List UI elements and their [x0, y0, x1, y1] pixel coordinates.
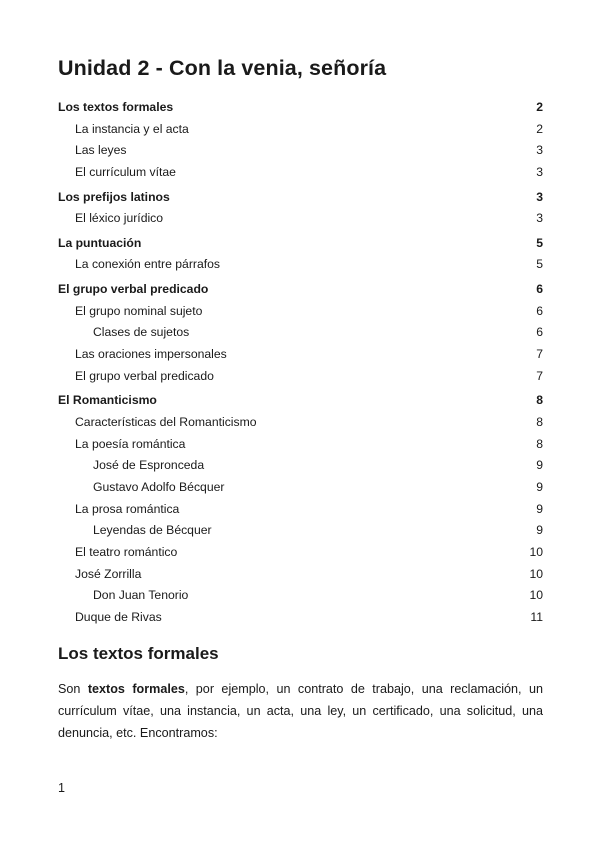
- toc-entry-label: La puntuación: [58, 235, 142, 250]
- toc-entry[interactable]: [58, 366, 543, 388]
- toc-entry[interactable]: [58, 119, 543, 141]
- paragraph-bold-term: textos formales: [87, 682, 185, 696]
- toc-entry[interactable]: [58, 187, 543, 209]
- toc-entry-label: Características del Romanticismo: [75, 414, 257, 429]
- toc-entry-label: El grupo verbal predicado: [75, 368, 214, 383]
- toc-entry-page: 10: [529, 566, 543, 581]
- toc-entry-label: El grupo verbal predicado: [58, 281, 209, 296]
- toc-entry[interactable]: [58, 585, 543, 607]
- toc-entry[interactable]: [58, 97, 543, 119]
- toc-entry-page: 11: [530, 610, 543, 624]
- toc-entry-page: 10: [529, 588, 543, 603]
- toc-entry-page: 8: [536, 393, 543, 408]
- toc-entry-label: El Romanticismo: [58, 393, 157, 408]
- toc-entry[interactable]: [58, 607, 543, 629]
- toc-entry-label: La poesía romántica: [75, 436, 186, 451]
- toc-entry[interactable]: [58, 254, 543, 276]
- toc-entry[interactable]: [58, 162, 543, 184]
- toc-entry-page: 7: [536, 346, 543, 361]
- toc-entry-label: El léxico jurídico: [75, 211, 164, 226]
- toc-entry-label: La conexión entre párrafos: [75, 257, 220, 272]
- toc-entry-label: Leyendas de Bécquer: [93, 523, 212, 538]
- toc-entry[interactable]: [58, 301, 543, 323]
- toc-entry-page: 5: [536, 257, 543, 272]
- toc-entry-page: 3: [536, 165, 543, 180]
- page-number: 1: [58, 781, 66, 795]
- section-heading: Los textos formales: [58, 644, 219, 663]
- toc-entry-page: 2: [536, 121, 543, 136]
- toc-entry-label: La instancia y el acta: [75, 121, 189, 136]
- toc-entry-page: 9: [536, 458, 543, 473]
- toc-entry[interactable]: [58, 279, 543, 301]
- toc-entry[interactable]: [58, 344, 543, 366]
- toc-entry-page: 9: [536, 501, 543, 516]
- toc-entry-label: Clases de sujetos: [93, 325, 190, 340]
- toc-entry-page: 6: [536, 303, 543, 318]
- toc-entry[interactable]: [58, 412, 543, 434]
- toc-entry-page: 8: [536, 436, 543, 451]
- toc-entry-page: 8: [536, 414, 543, 429]
- toc-entry-label: José de Espronceda: [93, 458, 205, 473]
- toc-entry-page: 5: [536, 235, 543, 250]
- toc-entry-label: El teatro romántico: [75, 544, 178, 559]
- toc-entry[interactable]: [58, 208, 543, 230]
- toc-entry[interactable]: [58, 455, 543, 477]
- toc-entry[interactable]: [58, 434, 543, 456]
- paragraph-rest: , por ejemplo, un contrato de trabajo, una reclamación, un currículum vítae, una instancia, un acta, una ley, un certificado, una solicitud, una denuncia, etc. Encontramos:: [58, 682, 543, 740]
- toc-entry-label: Los prefijos latinos: [58, 189, 170, 204]
- toc-entry-page: 9: [536, 479, 543, 494]
- toc-entry[interactable]: [58, 477, 543, 499]
- toc-entry-page: 7: [536, 368, 543, 383]
- toc-entry-label: Gustavo Adolfo Bécquer: [93, 479, 225, 494]
- paragraph-prefix: Son: [58, 682, 88, 696]
- toc-entry-label: Los textos formales: [58, 100, 174, 114]
- toc-entry-page: 10: [529, 544, 543, 559]
- toc-entry-label: El grupo nominal sujeto: [75, 303, 203, 318]
- toc-entry[interactable]: [58, 140, 543, 162]
- section-paragraph: [58, 678, 543, 744]
- toc-entry-label: Don Juan Tenorio: [93, 588, 189, 603]
- toc-entry-page: 2: [536, 100, 543, 114]
- toc-entry-label: José Zorrilla: [75, 566, 142, 581]
- toc-entry-label: El currículum vítae: [75, 165, 176, 180]
- toc-entry-page: 3: [536, 143, 543, 158]
- toc-entry[interactable]: [58, 542, 543, 564]
- toc-entry[interactable]: [58, 322, 543, 344]
- toc-entry-page: 6: [536, 325, 543, 340]
- toc-entry[interactable]: [58, 390, 543, 412]
- toc-entry-page: 6: [536, 281, 543, 296]
- document-title: Unidad 2 - Con la venia, señoría: [58, 56, 387, 80]
- toc-entry-label: Las oraciones impersonales: [75, 346, 227, 361]
- toc-entry[interactable]: [58, 233, 543, 255]
- toc-entry[interactable]: [58, 564, 543, 586]
- toc-entry[interactable]: [58, 499, 543, 521]
- toc-entry[interactable]: [58, 520, 543, 542]
- toc-entry-label: Las leyes: [75, 143, 127, 158]
- toc-entry-label: Duque de Rivas: [75, 610, 162, 624]
- toc-entry-label: La prosa romántica: [75, 501, 180, 516]
- toc-entry-page: 3: [536, 211, 543, 226]
- table-of-contents: [58, 97, 543, 629]
- toc-entry-page: 3: [536, 189, 543, 204]
- toc-entry-page: 9: [536, 523, 543, 538]
